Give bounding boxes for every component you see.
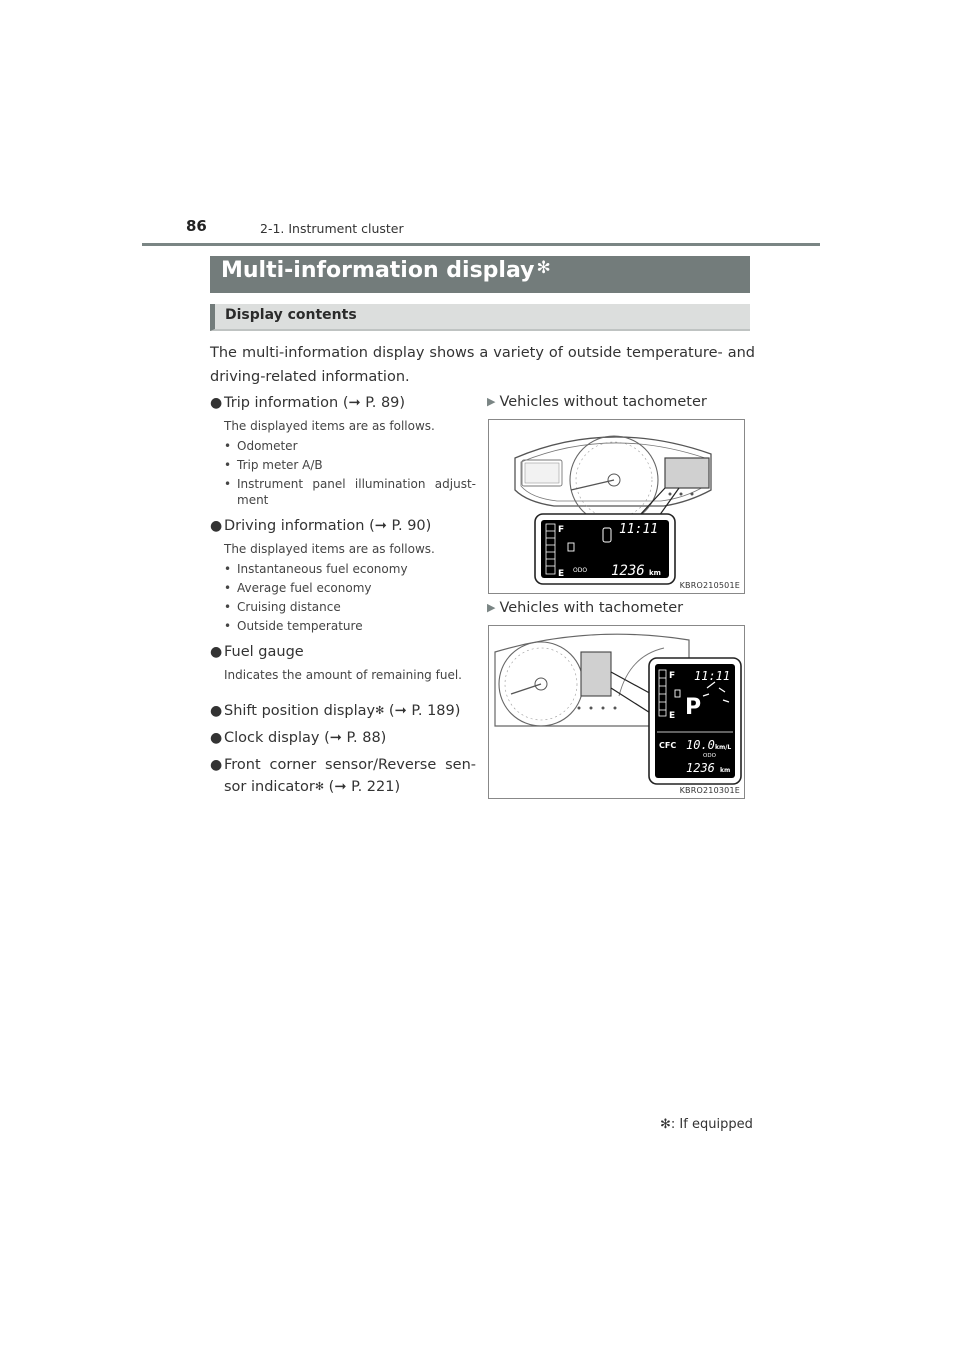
figure-code: KBRO210301E: [679, 786, 740, 795]
list-item: • Instrument panel illumination adjust-ment: [224, 476, 476, 508]
list-item: • Cruising distance: [224, 599, 476, 615]
header-divider: [142, 243, 820, 246]
list-item: • Outside temperature: [224, 618, 476, 634]
if-equipped-star-icon: ✻: [314, 780, 325, 793]
fuel-empty-label: E: [558, 569, 565, 579]
figure-label-with-tachometer: ▶ Vehicles with tachometer: [487, 600, 684, 616]
bullet-icon: ●: [210, 730, 223, 746]
page-reference[interactable]: P. 221): [346, 779, 401, 795]
fuel-economy-readout: 10.0: [686, 738, 715, 752]
list-item: • Odometer: [224, 438, 476, 454]
odometer-unit: km: [720, 767, 731, 774]
odometer-unit: km: [649, 569, 661, 577]
figure-with-tachometer: [488, 625, 745, 799]
item-sensor-indicator: ● Front corner sensor/Reverse sen- sor indicator✻ (➞ P. 221): [210, 754, 476, 798]
fuel-economy-unit: km/L: [715, 744, 732, 751]
figure-code: KBRO210501E: [679, 581, 740, 590]
bullet-icon: ●: [210, 644, 223, 660]
triangle-marker-icon: ▶: [487, 601, 496, 614]
cluster-illustration: [489, 420, 746, 595]
arrow-icon: ➞: [374, 518, 387, 534]
triangle-marker-icon: ▶: [487, 395, 496, 408]
footnote-if-equipped: ✻: If equipped: [660, 1117, 753, 1132]
clock-readout: 11:11: [694, 669, 731, 683]
figure-without-tachometer: [488, 419, 745, 594]
if-equipped-star-icon: ✻: [375, 704, 385, 717]
section-breadcrumb: 2-1. Instrument cluster: [260, 221, 404, 236]
page-title-text: Multi-information display: [221, 258, 535, 283]
arrow-icon: ➞: [334, 779, 347, 795]
list-item: • Trip meter A/B: [224, 457, 476, 473]
item-fuel-gauge: ● Fuel gauge: [210, 641, 476, 663]
item-trip-information: ● Trip information (➞ P. 89): [210, 392, 476, 414]
item-description: The displayed items are as follows.: [224, 542, 435, 556]
page-number: 86: [186, 217, 207, 235]
figure-label-without-tachometer: ▶ Vehicles without tachometer: [487, 394, 707, 410]
bullet-icon: ●: [210, 757, 223, 773]
bullet-icon: ●: [210, 395, 223, 411]
arrow-icon: ➞: [394, 703, 407, 719]
item-description: Indicates the amount of remaining fuel.: [224, 668, 462, 682]
bullet-icon: ●: [210, 518, 223, 534]
if-equipped-star-icon: ✻: [660, 1117, 671, 1132]
item-clock-display: ● Clock display (➞ P. 88): [210, 727, 476, 749]
arrow-icon: ➞: [329, 730, 342, 746]
subheading: Display contents: [210, 304, 750, 331]
odometer-readout: 1236: [686, 761, 715, 775]
fuel-empty-label: E: [669, 711, 676, 721]
page-reference[interactable]: P. 88): [341, 730, 387, 746]
if-equipped-star-icon: ✻: [536, 258, 551, 278]
item-description: The displayed items are as follows.: [224, 419, 435, 433]
arrow-icon: ➞: [348, 395, 361, 411]
item-shift-position-display: ● Shift position display✻ (➞ P. 189): [210, 700, 476, 722]
item-driving-information: ● Driving information (➞ P. 90): [210, 515, 476, 537]
clock-readout: 11:11: [619, 522, 659, 537]
odo-label: ODO: [703, 753, 716, 759]
intro-paragraph: The multi-information display shows a variety of outside temperature- and driving-related information.: [210, 345, 755, 385]
list-item: • Instantaneous fuel economy: [224, 561, 476, 577]
bullet-icon: ●: [210, 703, 223, 719]
list-item: • Average fuel economy: [224, 580, 476, 596]
contents-list: [210, 392, 476, 798]
page-reference[interactable]: P. 90): [386, 518, 432, 534]
fuel-full-label: F: [669, 671, 676, 681]
fuel-full-label: F: [558, 525, 565, 535]
odo-label: ODO: [573, 567, 588, 574]
shift-position-readout: P: [685, 695, 702, 720]
page-reference[interactable]: P. 89): [360, 395, 406, 411]
cfc-label: CFC: [659, 741, 677, 750]
cluster-illustration: [489, 626, 746, 800]
page-title: [210, 256, 750, 293]
odometer-readout: 1236: [611, 563, 645, 579]
page-reference[interactable]: P. 189): [406, 703, 461, 719]
